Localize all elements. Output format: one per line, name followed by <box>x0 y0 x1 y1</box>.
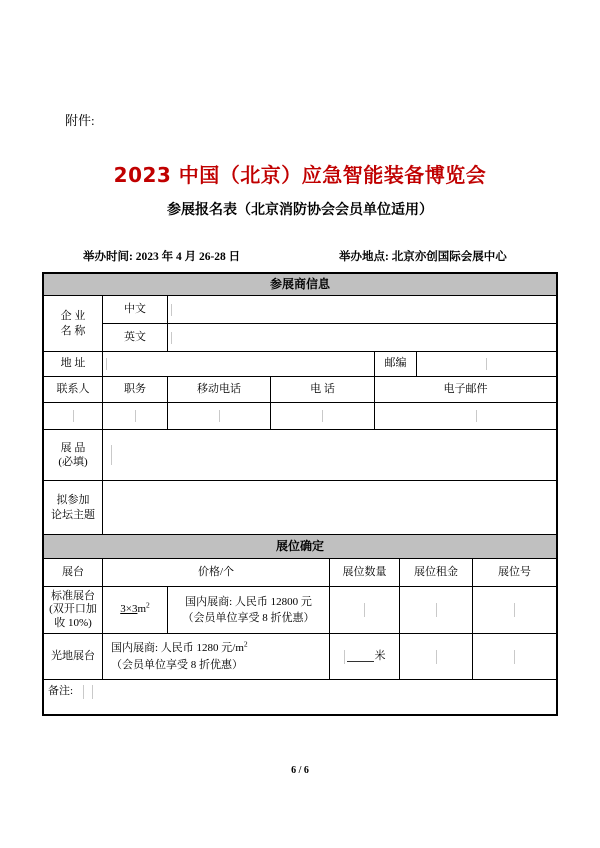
exhibitor-section-header: 参展商信息 <box>44 274 556 296</box>
cursor-mark <box>436 650 437 664</box>
raw-number-field[interactable] <box>473 634 556 680</box>
standard-booth-price: 国内展商: 人民币 12800 元 （会员单位享受 8 折优惠） <box>182 595 315 624</box>
company-name-zh-field[interactable] <box>168 296 556 324</box>
company-name-label: 企 业 名 称 <box>60 310 86 337</box>
postcode-label: 邮编 <box>375 352 417 377</box>
mobile-field[interactable] <box>168 403 271 430</box>
quantity-col-label: 展位数量 <box>330 559 400 587</box>
cursor-mark <box>83 685 84 699</box>
contact-label: 联系人 <box>44 377 103 403</box>
postcode-field[interactable] <box>417 352 556 377</box>
email-field[interactable] <box>375 403 556 430</box>
forum-label: 拟参加 论坛主题 <box>51 494 95 521</box>
cursor-mark <box>486 358 487 370</box>
cursor-mark <box>73 410 74 422</box>
standard-booth-size: $3\times 3m^2$ <box>103 587 168 634</box>
cursor-mark <box>106 358 107 370</box>
attachment-label: 附件: <box>65 113 95 128</box>
cursor-mark <box>171 332 172 344</box>
cursor-mark <box>111 445 112 465</box>
cursor-mark <box>219 410 220 422</box>
exhibits-label: 展 品 (必填) <box>58 441 88 468</box>
raw-quantity-field[interactable] <box>330 634 400 680</box>
cursor-mark <box>514 603 515 617</box>
cursor-mark <box>92 685 93 699</box>
page-number: 6 / 6 <box>291 765 309 776</box>
booth-section-header: 展位确定 <box>44 535 556 559</box>
registration-form-table <box>42 272 558 716</box>
page-title: 2023 中国（北京）应急智能装备博览会 <box>113 163 487 187</box>
cursor-mark <box>364 603 365 617</box>
standard-booth-name: 标准展台 (双开口加 收 10%) <box>49 590 97 629</box>
standard-number-field[interactable] <box>473 587 556 634</box>
remarks-field[interactable] <box>44 680 556 714</box>
email-label: 电子邮件 <box>375 377 556 403</box>
company-name-en-field[interactable] <box>168 324 556 352</box>
page-subtitle: 参展报名表（北京消防协会会员单位适用） <box>167 202 433 218</box>
remarks-label: 备注: <box>48 685 74 697</box>
position-label: 职务 <box>103 377 168 403</box>
standard-quantity-field[interactable] <box>330 587 400 634</box>
booth-col-label: 展台 <box>44 559 103 587</box>
cursor-mark <box>171 304 172 316</box>
contact-field[interactable] <box>44 403 103 430</box>
cursor-mark <box>514 650 515 664</box>
mobile-label: 移动电话 <box>168 377 271 403</box>
cursor-mark <box>476 410 477 422</box>
event-time: 举办时间: 2023 年 4 月 26-28 日 <box>83 251 241 263</box>
phone-field[interactable] <box>271 403 375 430</box>
chinese-label: 中文 <box>103 296 168 324</box>
position-field[interactable] <box>103 403 168 430</box>
quantity-unit: 米 <box>374 649 386 662</box>
address-label: 地 址 <box>44 352 103 377</box>
fill-in-blank <box>347 651 374 662</box>
phone-label: 电 话 <box>271 377 375 403</box>
cursor-mark <box>322 410 323 422</box>
cursor-mark <box>135 410 136 422</box>
raw-booth-name: 光地展台 <box>44 634 103 680</box>
standard-rent-field[interactable] <box>400 587 473 634</box>
forum-field[interactable] <box>103 481 556 535</box>
number-col-label: 展位号 <box>473 559 556 587</box>
exhibits-field[interactable] <box>103 430 556 481</box>
price-col-label: 价格/个 <box>103 559 330 587</box>
address-field[interactable] <box>103 352 375 377</box>
rent-col-label: 展位租金 <box>400 559 473 587</box>
raw-rent-field[interactable] <box>400 634 473 680</box>
cursor-mark <box>436 603 437 617</box>
raw-booth-price: 国内展商: 人民币 1280 元$/m^2$ （会员单位享受 8 折优惠） <box>111 639 248 671</box>
event-place: 举办地点: 北京亦创国际会展中心 <box>339 251 507 263</box>
cursor-mark <box>344 650 345 664</box>
english-label: 英文 <box>103 324 168 352</box>
